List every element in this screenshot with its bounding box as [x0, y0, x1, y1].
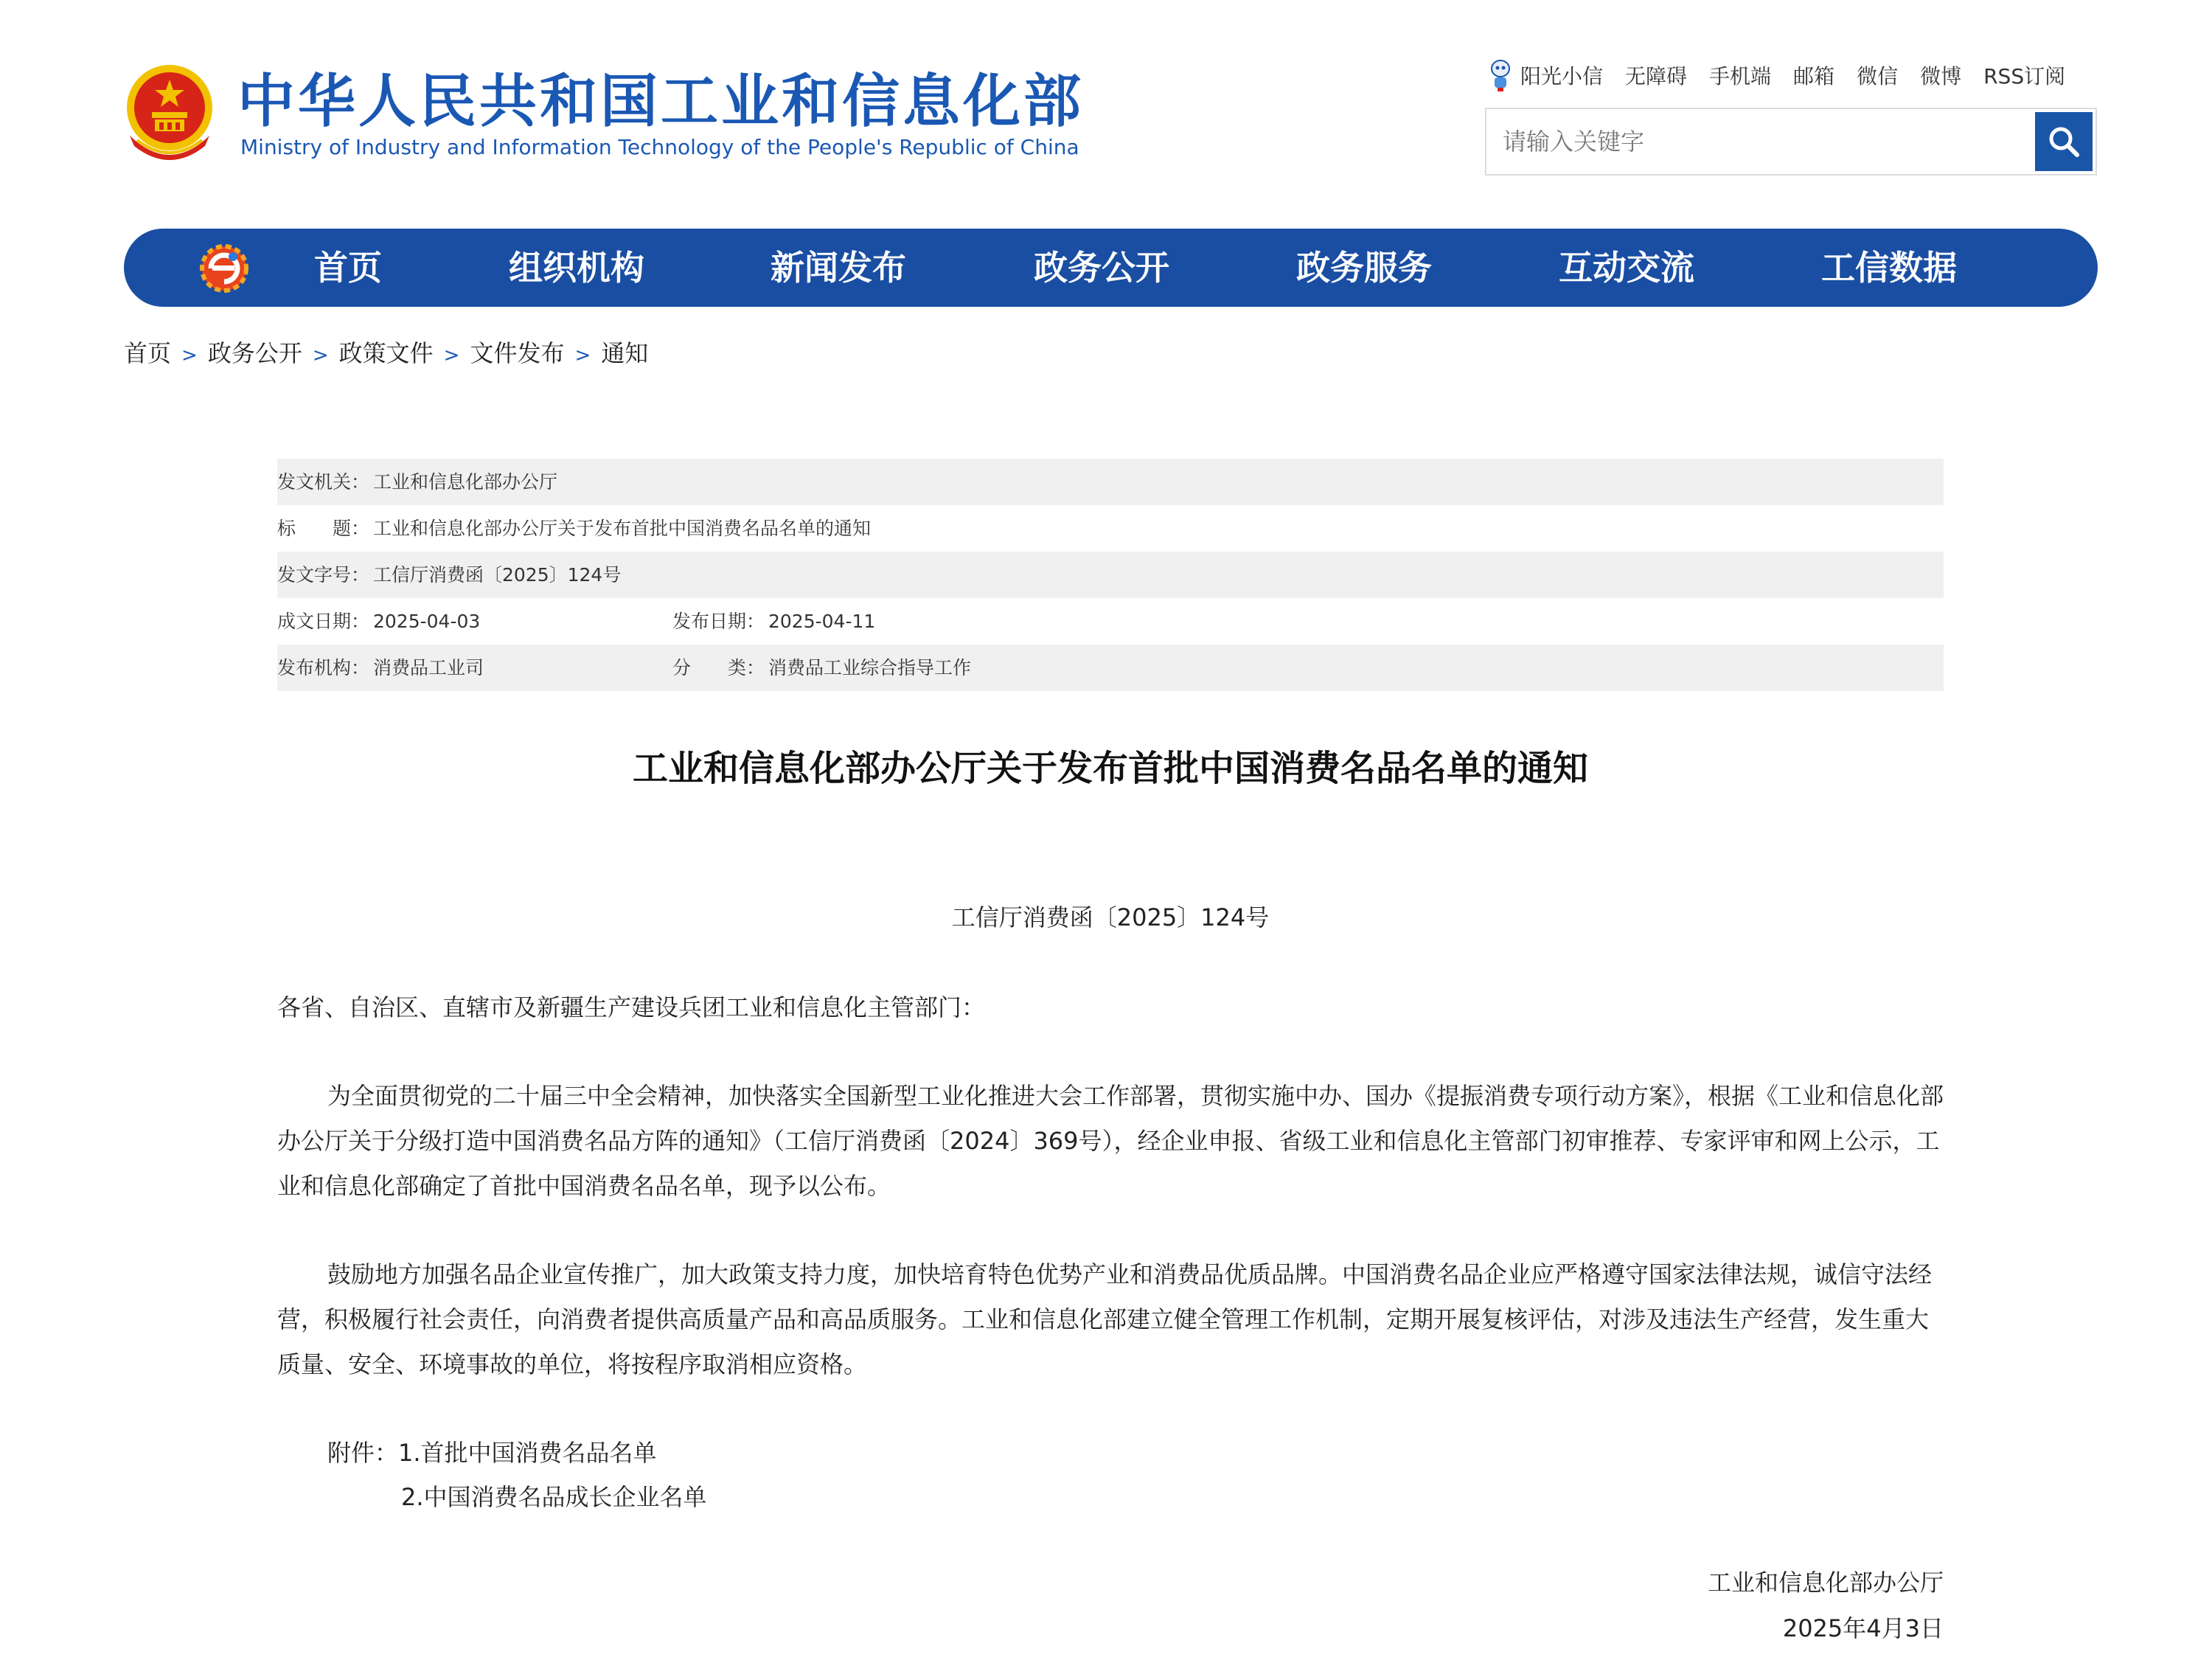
article-paragraph: 为全面贯彻党的二十届三中全会精神，加快落实全国新型工业化推进大会工作部署，贯彻实施中办、国办《提振消费专项行动方案》，根据《工业和信息化部办公厅关于分级打造中国消费名品方阵的通知》（工信厅消费函〔2024〕369号），经企业申报、省级工业和信息化主管部门初审推荐、专家评审和网上公示，工业和信息化部确定了首批中国消费名品名单，现予以公布。	[277, 1082, 1944, 1200]
written-date-value: 2025-04-03	[373, 611, 481, 632]
article-title: 工业和信息化部办公厅关于发布首批中国消费名品名单的通知	[632, 748, 1588, 789]
breadcrumb-document-release[interactable]: 文件发布	[470, 339, 565, 367]
top-link-accessibility[interactable]: 无障碍	[1625, 64, 1688, 88]
search-button[interactable]	[2035, 112, 2093, 171]
article-signer: 工业和信息化部办公厅	[1707, 1569, 1944, 1597]
doc-number-label: 发文字号：	[277, 564, 370, 586]
search-input[interactable]	[1486, 109, 2035, 174]
breadcrumb-separator: >	[181, 344, 198, 367]
category-value: 消费品工业综合指导工作	[768, 657, 972, 678]
article-paragraph: 鼓励地方加强名品企业宣传推广，加大政策支持力度，加快培育特色优势产业和消费品优质品牌。中国消费名品企业应严格遵守国家法律法规，诚信守法经营，积极履行社会责任，向消费者提供高质量产品和高品质服务。工业和信息化部建立健全管理工作机制，定期开展复核评估，对涉及违法生产经营，发生重大质量、安全、环境事故的单位，将按程序取消相应资格。	[277, 1260, 1933, 1378]
attachment-link[interactable]: 附件：1.首批中国消费名品名单	[327, 1439, 657, 1467]
nav-government-affairs[interactable]: 政务公开	[1034, 248, 1169, 288]
attachment-link[interactable]: 2.中国消费名品成长企业名单	[401, 1483, 707, 1511]
article-salutation: 各省、自治区、直辖市及新疆生产建设兵团工业和信息化主管部门：	[277, 993, 986, 1021]
site-title[interactable]: 中华人民共和国工业和信息化部	[237, 69, 1085, 135]
meta-row-title	[277, 505, 1944, 552]
document-meta-table	[277, 459, 1944, 691]
breadcrumb-separator: >	[312, 344, 329, 367]
issuer-value: 工业和信息化部办公厅	[373, 471, 558, 493]
robot-assistant-icon[interactable]	[1488, 58, 1513, 92]
meta-row-issuer	[277, 459, 1944, 505]
search-icon	[2046, 124, 2081, 159]
category-label: 分 类：	[672, 657, 765, 678]
title-label: 标 题：	[277, 518, 370, 539]
nav-home[interactable]: 首页	[314, 248, 382, 288]
top-link-wechat[interactable]: 微信	[1857, 64, 1899, 88]
nav-data[interactable]: 工信数据	[1821, 248, 1957, 288]
article-doc-number: 工信厅消费函〔2025〕124号	[951, 903, 1270, 931]
main-nav	[124, 229, 2098, 307]
top-link-mobile[interactable]: 手机端	[1709, 64, 1772, 88]
breadcrumb-government-affairs[interactable]: 政务公开	[207, 339, 302, 367]
publisher-label: 发布机构：	[277, 657, 370, 678]
nav-interaction[interactable]: 互动交流	[1559, 248, 1694, 288]
meta-row-dates	[277, 598, 1944, 645]
breadcrumb-notice[interactable]: 通知	[601, 339, 649, 367]
meta-row-doc-number	[277, 552, 1944, 598]
nav-government-services[interactable]: 政务服务	[1296, 248, 1432, 288]
publisher-value: 消费品工业司	[373, 657, 484, 678]
miit-logo-icon	[198, 242, 251, 295]
title-value: 工业和信息化部办公厅关于发布首批中国消费名品名单的通知	[373, 518, 872, 539]
top-links	[1488, 58, 2065, 93]
search-bar	[1485, 108, 2097, 176]
breadcrumb-home[interactable]: 首页	[124, 339, 172, 367]
article-sign-date: 2025年4月3日	[1782, 1614, 1944, 1642]
breadcrumb	[124, 335, 648, 374]
top-link-email[interactable]: 邮箱	[1793, 64, 1835, 88]
breadcrumb-policy-documents[interactable]: 政策文件	[338, 339, 434, 367]
national-emblem-icon	[122, 63, 217, 165]
doc-number-value: 工信厅消费函〔2025〕124号	[373, 564, 622, 586]
nav-organization[interactable]: 组织机构	[509, 248, 644, 288]
breadcrumb-separator: >	[443, 344, 460, 367]
top-link-weibo[interactable]: 微博	[1920, 64, 1962, 88]
meta-row-publisher	[277, 645, 1944, 691]
written-date-label: 成文日期：	[277, 611, 370, 632]
site-subtitle: Ministry of Industry and Information Technology of the People's Republic of China	[240, 135, 1079, 159]
top-link-rss[interactable]: RSS订阅	[1983, 64, 2066, 88]
publish-date-label: 发布日期：	[672, 611, 765, 632]
nav-news[interactable]: 新闻发布	[771, 248, 906, 288]
issuer-label: 发文机关：	[277, 471, 370, 493]
publish-date-value: 2025-04-11	[768, 611, 876, 632]
breadcrumb-separator: >	[574, 344, 591, 367]
top-link-sunshine[interactable]: 阳光小信	[1520, 64, 1604, 88]
